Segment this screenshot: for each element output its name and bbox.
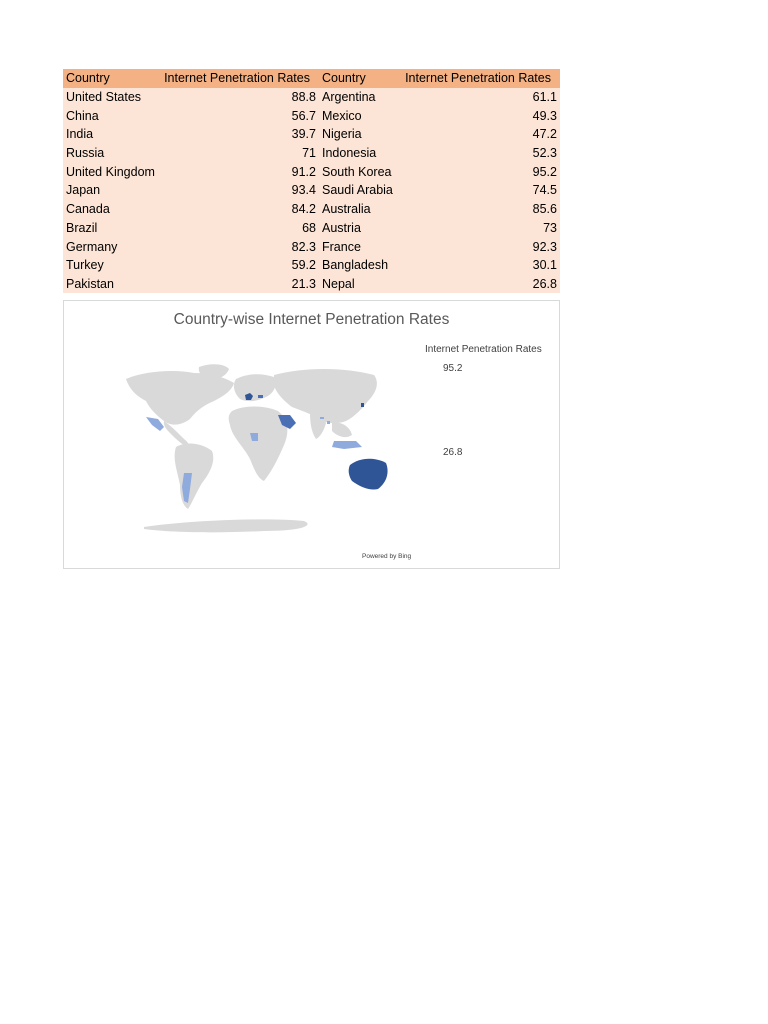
africa-shape bbox=[229, 407, 288, 482]
table-row bbox=[63, 181, 560, 200]
rate-cell[interactable]: 95.2 bbox=[395, 162, 560, 181]
table-row bbox=[63, 200, 560, 219]
land-masses bbox=[126, 364, 377, 532]
country-cell[interactable]: France bbox=[319, 237, 395, 256]
rate-cell[interactable]: 47.2 bbox=[395, 125, 560, 144]
rate-cell[interactable]: 30.1 bbox=[395, 256, 560, 275]
rate-cell[interactable]: 68 bbox=[160, 219, 319, 238]
country-cell[interactable]: Brazil bbox=[63, 219, 160, 238]
map-chart[interactable] bbox=[63, 300, 560, 569]
rate-cell[interactable]: 59.2 bbox=[160, 256, 319, 275]
south-america-shape bbox=[175, 444, 214, 509]
rate-cell[interactable]: 56.7 bbox=[160, 106, 319, 125]
rate-cell[interactable]: 74.5 bbox=[395, 181, 560, 200]
country-cell[interactable]: Indonesia bbox=[319, 144, 395, 163]
header-country-2[interactable]: Country bbox=[319, 69, 395, 88]
table-row bbox=[63, 237, 560, 256]
country-cell[interactable]: Saudi Arabia bbox=[319, 181, 395, 200]
legend-max-value: 95.2 bbox=[443, 363, 463, 374]
country-cell[interactable]: Russia bbox=[63, 144, 160, 163]
table-row bbox=[63, 275, 560, 294]
antarctica-shape bbox=[144, 519, 308, 532]
rate-cell[interactable]: 21.3 bbox=[160, 275, 319, 294]
rate-cell[interactable]: 26.8 bbox=[395, 275, 560, 294]
table-row bbox=[63, 144, 560, 163]
table-row bbox=[63, 256, 560, 275]
table-row bbox=[63, 125, 560, 144]
bangladesh-shape bbox=[327, 421, 330, 424]
table-row bbox=[63, 106, 560, 125]
nepal-shape bbox=[320, 417, 324, 419]
rate-cell[interactable]: 93.4 bbox=[160, 181, 319, 200]
country-cell[interactable]: China bbox=[63, 106, 160, 125]
rate-cell[interactable]: 91.2 bbox=[160, 162, 319, 181]
country-cell[interactable]: Mexico bbox=[319, 106, 395, 125]
country-cell[interactable]: Pakistan bbox=[63, 275, 160, 294]
europe-shape bbox=[234, 374, 276, 401]
rate-cell[interactable]: 61.1 bbox=[395, 88, 560, 107]
country-cell[interactable]: Argentina bbox=[319, 88, 395, 107]
world-map bbox=[64, 301, 559, 568]
country-cell[interactable]: United Kingdom bbox=[63, 162, 160, 181]
rate-cell[interactable]: 92.3 bbox=[395, 237, 560, 256]
country-cell[interactable]: Austria bbox=[319, 219, 395, 238]
chart-title: Country-wise Internet Penetration Rates bbox=[173, 311, 450, 328]
country-cell[interactable]: Japan bbox=[63, 181, 160, 200]
country-cell[interactable]: Australia bbox=[319, 200, 395, 219]
australia-shape bbox=[349, 459, 388, 490]
header-rate-1[interactable]: Internet Penetration Rates bbox=[160, 69, 319, 88]
austria-shape bbox=[258, 395, 263, 398]
table-row bbox=[63, 162, 560, 181]
legend-title: Internet Penetration Rates bbox=[425, 344, 542, 355]
table-row bbox=[63, 219, 560, 238]
central-america-shape bbox=[164, 421, 189, 447]
country-cell[interactable]: United States bbox=[63, 88, 160, 107]
data-table bbox=[63, 69, 560, 293]
country-cell[interactable]: South Korea bbox=[319, 162, 395, 181]
indonesia-shape bbox=[332, 441, 362, 449]
mexico-shape bbox=[146, 417, 164, 431]
country-cell[interactable]: Nigeria bbox=[319, 125, 395, 144]
table-header-row bbox=[63, 69, 560, 88]
rate-cell[interactable]: 52.3 bbox=[395, 144, 560, 163]
rate-cell[interactable]: 39.7 bbox=[160, 125, 319, 144]
header-country-1[interactable]: Country bbox=[63, 69, 160, 88]
header-rate-2[interactable]: Internet Penetration Rates bbox=[395, 69, 560, 88]
rate-cell[interactable]: 88.8 bbox=[160, 88, 319, 107]
south-korea-shape bbox=[361, 403, 364, 407]
table-row bbox=[63, 88, 560, 107]
country-cell[interactable]: Germany bbox=[63, 237, 160, 256]
legend-min-value: 26.8 bbox=[443, 447, 463, 458]
country-cell[interactable]: Bangladesh bbox=[319, 256, 395, 275]
country-cell[interactable]: Turkey bbox=[63, 256, 160, 275]
country-cell[interactable]: Canada bbox=[63, 200, 160, 219]
rate-cell[interactable]: 71 bbox=[160, 144, 319, 163]
powered-by-label: Powered by Bing bbox=[362, 553, 412, 560]
country-cell[interactable]: India bbox=[63, 125, 160, 144]
rate-cell[interactable]: 73 bbox=[395, 219, 560, 238]
rate-cell[interactable]: 85.6 bbox=[395, 200, 560, 219]
north-america-shape bbox=[126, 371, 234, 425]
country-cell[interactable]: Nepal bbox=[319, 275, 395, 294]
southeast-asia-shape bbox=[332, 423, 352, 437]
rate-cell[interactable]: 49.3 bbox=[395, 106, 560, 125]
rate-cell[interactable]: 84.2 bbox=[160, 200, 319, 219]
rate-cell[interactable]: 82.3 bbox=[160, 237, 319, 256]
